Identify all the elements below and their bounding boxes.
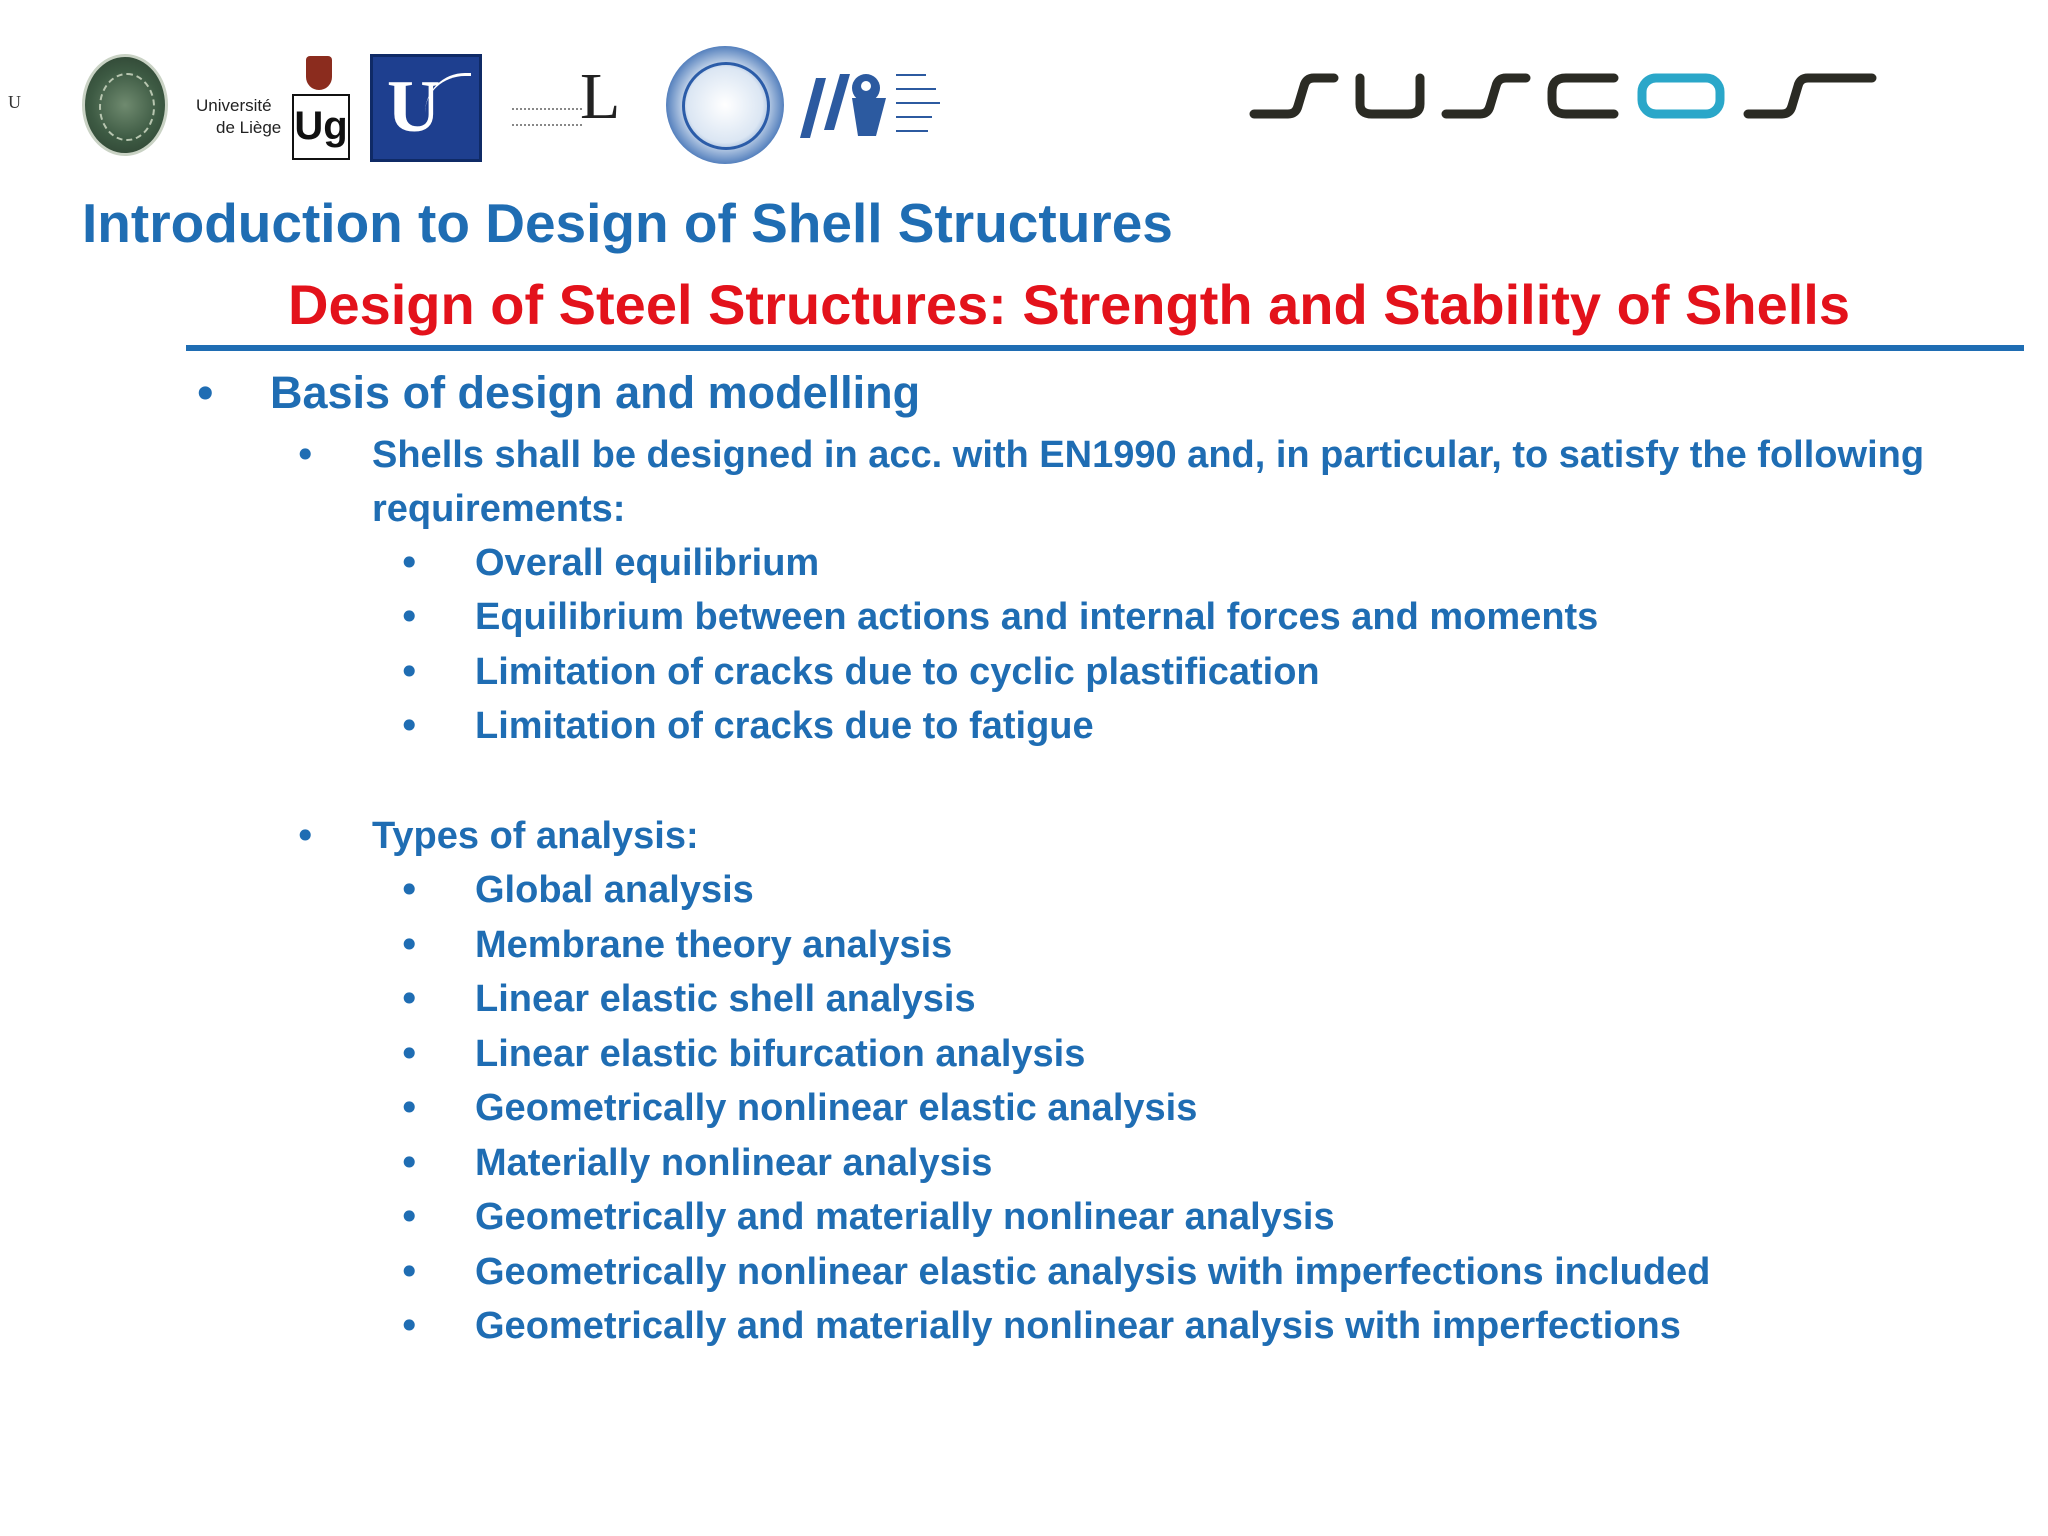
liege-logo-line2: de Liège [216,118,282,137]
bullet-level3: • [398,1304,421,1348]
list-item: Global analysis [475,869,754,911]
bullet-level1: • [192,368,219,421]
bullet-level3: • [398,977,421,1021]
bullet-level3: • [398,1032,421,1076]
bullet-level3: • [398,868,421,912]
section-heading: Basis of design and modelling [270,367,921,418]
list-item: Overall equilibrium [475,542,820,584]
list-item: Linear elastic shell analysis [475,978,976,1020]
bullet-level2: • [294,433,317,477]
list-item: Membrane theory analysis [475,924,953,966]
list-item: Geometrically nonlinear elastic analysis [475,1087,1198,1129]
list-item: Limitation of cracks due to fatigue [475,705,1094,747]
list-item: Limitation of cracks due to cyclic plastification [475,651,1320,693]
analysis-intro: Types of analysis: [372,815,699,857]
logo-small-text: U [8,92,21,112]
requirements-intro-line1: Shells shall be designed in acc. with EN1990 and, in particular, to satisfy the following [372,434,1925,476]
slide-title: Introduction to Design of Shell Structures [82,192,1173,254]
list-item: Linear elastic bifurcation analysis [475,1033,1086,1075]
l-logo-letter: L [580,60,621,133]
bullet-level3: • [398,1141,421,1185]
ulg-logo-box: Ug [292,94,350,160]
list-item: Equilibrium between actions and internal forces and moments [475,596,1599,638]
bullet-level3: • [398,704,421,748]
bullet-level3: • [398,1250,421,1294]
bullet-level3: • [398,1086,421,1130]
bullet-level3: • [398,1195,421,1239]
bullet-level2: • [294,814,317,858]
bullet-level3: • [398,923,421,967]
liege-logo-line1: Université [196,96,272,115]
list-item: Geometrically and materially nonlinear analysis with imperfections [475,1305,1681,1347]
requirements-intro-line2: requirements: [372,488,626,530]
list-item: Geometrically nonlinear elastic analysis with imperfections included [475,1251,1711,1293]
slide-subtitle: Design of Steel Structures: Strength and Stability of Shells [288,273,1851,336]
bullet-level3: • [398,595,421,639]
bullet-level3: • [398,541,421,585]
bullet-level3: • [398,650,421,694]
list-item: Geometrically and materially nonlinear analysis [475,1196,1335,1238]
list-item: Materially nonlinear analysis [475,1142,993,1184]
ut-logo-letter: U [387,66,441,148]
